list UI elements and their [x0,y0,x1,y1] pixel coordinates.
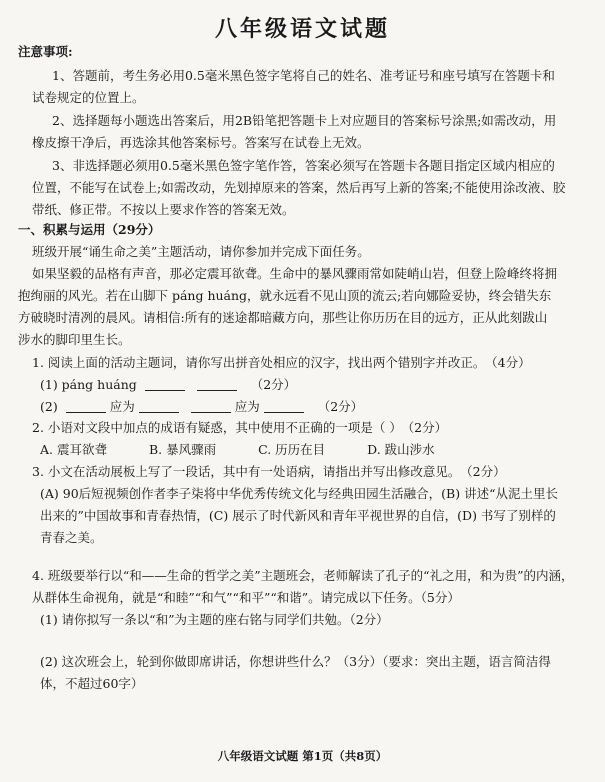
option-c[interactable]: C. 历历在目 [258,442,326,457]
answer-blank[interactable] [264,400,304,413]
should-be-label: 应为 [109,399,135,414]
answer-blank[interactable] [191,400,231,413]
answer-blank[interactable] [66,400,106,413]
activity-intro: 班级开展“诵生命之美”主题活动，请你参加并完成下面任务。 [32,244,370,259]
question-3-score: （2分） [466,464,506,479]
page-footer: 八年级语文试题 第1页（共8页） [217,749,388,763]
question-3-stem: 3. 小文在活动展板上写了一段话，其中有一处语病，请指出并写出修改意见。 [32,464,461,479]
question-2-options [40,442,473,458]
notice-item-3-cont2: 带纸、修正带。不按以上要求作答的答案无效。 [32,202,295,217]
question-4-2-cont: 体，不超过60字） [40,676,144,691]
notice-item-3-cont: 位置，不能写在试卷上;如需改动，先划掉原来的答案，然后再写上新的答案;不能使用涂改液、胶 [32,180,566,195]
passage-line: 方破晓时清冽的晨风。请相信:所有的迷途都暗藏方向，那些让你历历在目的远方，正从此刻跋山 [18,310,548,325]
question-4: 4. 班级要举行以“和——生命的哲学之美”主题班会，老师解读了孔子的“礼之用，和为贵”的内涵， [32,568,574,583]
question-1-2 [40,399,363,415]
question-3-text: (A) 90后短视频创作者李子柒将中华优秀传统文化与经典田园生活融合，(B) 讲述“从泥土里长 [40,486,558,501]
question-2-stem: 2. 小语对文段中加点的成语有疑惑，其中使用不正确的一项是（ ） [32,420,402,435]
question-1 [32,355,531,371]
section-heading: 一、积累与运用（29分） [18,222,161,237]
option-a[interactable]: A. 震耳欲聋 [40,442,107,457]
question-1-1-label: (1) páng huáng [40,377,137,392]
question-1-1 [40,377,296,393]
question-3-text: 出来的”中国故事和青春热情，(C) 展示了时代新风和青年平视世界的自信，(D) 书写了别样的 [40,508,556,523]
question-3 [32,464,506,480]
notice-item-1: 1、答题前，考生务必用0.5毫米黑色签字笔将自己的姓名、准考证号和座号填写在答题卡和 [52,68,555,83]
option-b[interactable]: B. 暴风骤雨 [148,442,217,457]
question-1-stem: 1. 阅读上面的活动主题词，请你写出拼音处相应的汉字，找出两个错别字并改正。 [32,355,486,370]
notice-item-2: 2、选择题每小题选出答案后，用2B铅笔把答题卡上对应题目的答案标号涂黑;如需改动，用 [52,113,557,128]
question-4-1: (1) 请你拟写一条以“和”为主题的座右铭与同学们共勉。（2分） [40,612,389,627]
question-4-cont: 从群体生命视角，就是“和睦”“和气”“和平”“和谐”。请完成以下任务。（5分） [32,590,460,605]
answer-blank[interactable] [139,400,179,413]
question-1-score: （4分） [491,355,531,370]
question-2 [32,420,447,436]
answer-blank[interactable] [145,378,185,391]
answer-blank[interactable] [197,378,237,391]
option-d[interactable]: D. 跋山涉水 [367,442,435,457]
question-1-1-score: （2分） [250,377,297,392]
question-3-text: 青春之美。 [40,530,103,545]
notice-item-1-cont: 试卷规定的位置上。 [32,90,145,105]
question-1-2-label: (2) [40,399,58,414]
passage-line: 如果坚毅的品格有声音，那必定震耳欲聋。生命中的暴风骤雨常如陡峭山岩，但登上险峰终将拥 [32,266,558,281]
notice-item-2-cont: 橡皮擦干净后，再选涂其他答案标号。答案写在试卷上无效。 [32,135,370,150]
should-be-label: 应为 [234,399,260,414]
passage-line: 涉水的脚印里生长。 [18,332,131,347]
notice-heading: 注意事项: [18,44,73,59]
question-2-score: （2分） [407,420,448,435]
page-title: 八年级语文试题 [214,16,390,42]
question-4-2: (2) 这次班会上，轮到你做即席讲话，你想讲些什么？（3分）（要求：突出主题，语言简洁得 [40,654,551,669]
passage-line: 抱绚丽的风光。若在山脚下 páng huáng，就永远看不见山顶的流云;若向娜险妥协，终会错失东 [18,288,552,303]
question-1-2-score: （2分） [317,399,364,414]
notice-item-3: 3、非选择题必须用0.5毫米黑色签字笔作答，答案必须写在答题卡各题目指定区域内相应的 [52,158,555,173]
